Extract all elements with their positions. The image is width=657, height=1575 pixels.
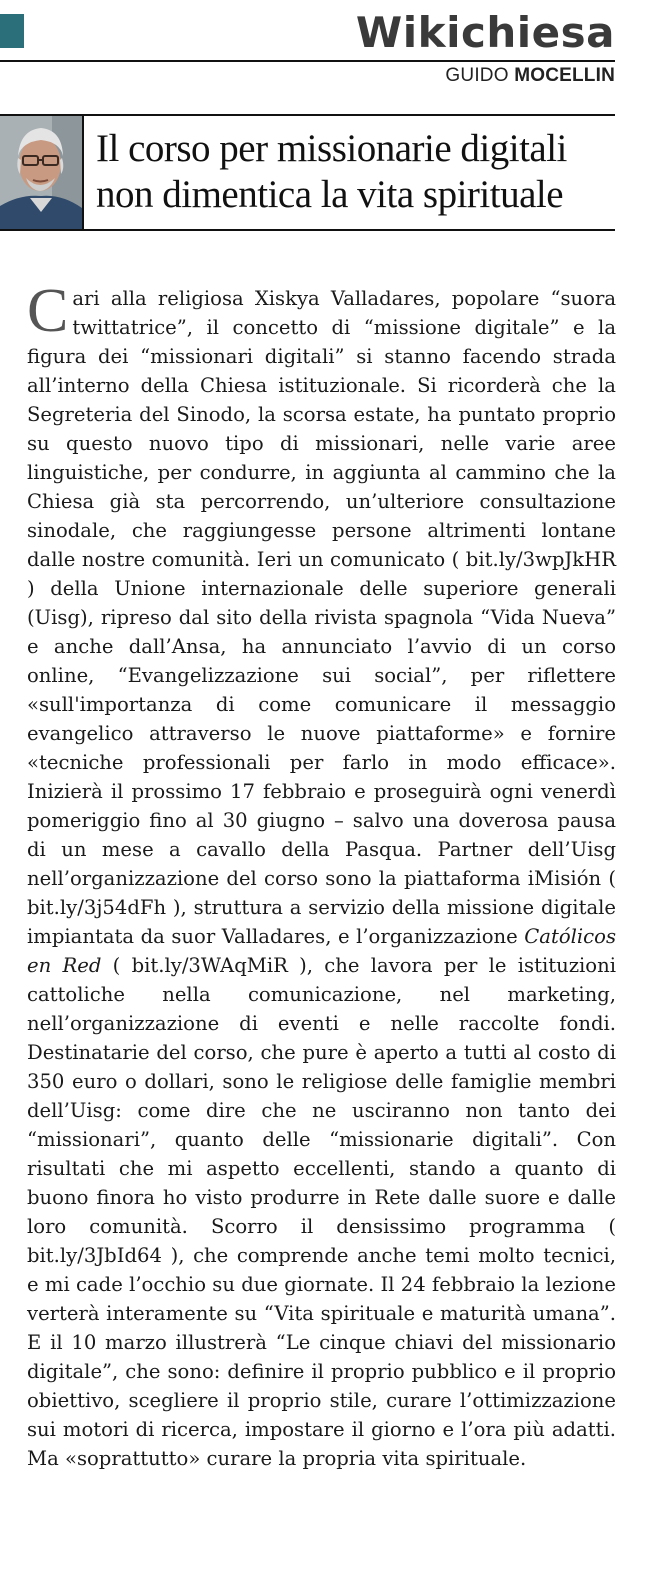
divider-header: [0, 114, 615, 116]
section-color-marker: [0, 14, 24, 48]
headline-line-2: non dimentica la vita spirituale: [96, 173, 564, 216]
author-portrait-image: [0, 116, 82, 229]
body-text-part-1: ari alla religiosa Xiskya Valladares, popolare “suora twittatrice”, il concetto di “missione digitale” e la figura dei “missionari digitali” si stanno facendo strada all’interno della Chiesa istituzionale. Si ricorderà che la Segreteria del Sinodo, la scorsa estate, ha puntato proprio su questo nuovo tipo di missionari, nelle varie aree linguistiche, per condurre, in aggiunta al cammino che la Chiesa già sta percorrendo, un’ulteriore consultazione sinodale, che raggiungesse persone altrimenti lontane dalle nostre comunità. Ieri un comunicato ( bit.ly/3wpJkHR ) della Unione internazionale delle superiore generali (Uisg), ripreso dal sito della rivista spagnola “Vida Nueva” e anche dall’Ansa, ha annunciato l’avvio di un corso online, “Evangelizzazione sui social”, per riflettere «sull'importanza di come comunicare il messaggio evangelico attraverso le nuove piattaforme» e fornire «tecniche professionali per farlo in modo efficace». Inizierà il prossimo 17 febbraio e proseguirà ogni venerdì pomeriggio fino al 30 giugno – salvo una doverosa pausa di un mese a cavallo della Pasqua. Partner dell’Uisg nell’organizzazione del corso sono la piattaforma iMisión ( bit.ly/3j54dFh ), struttura a servizio della missione digitale impiantata da suor Valladares, e l’organizzazione: [27, 287, 616, 948]
photo-divider: [82, 116, 84, 229]
body-text-part-2: ( bit.ly/3WAqMiR ), che lavora per le istituzioni cattoliche nella comunicazione, nel marketing, nell’organizzazione di eventi e nelle raccolte fondi. Destinatarie del corso, che pure è aperto a tutti al costo di 350 euro o dollari, sono le religiose delle famiglie membri dell’Uisg: come dire che ne usciranno non tanto dei “missionari”, quanto delle “missionarie digitali”. Con risultati che mi aspetto eccellenti, stando a quanto di buono finora ho visto produrre in Rete dalle suore e dalle loro comunità. Scorro il densissimo programma ( bit.ly/3JbId64 ), che comprende anche temi molto tecnici, e mi cade l’occhio su due giornate. Il 24 febbraio la lezione verterà interamente su “Vita spirituale e maturità umana”. E il 10 marzo illustrerà “Le cinque chiavi del missionario digitale”, che sono: definire il proprio pubblico e il proprio obiettivo, scegliere il proprio stile, curare l’ottimizzazione sui motori di ricerca, impostare il giorno e l’ora più adatti. Ma «soprattutto» curare la propria vita spirituale.: [27, 954, 616, 1470]
article-paragraph: [27, 277, 616, 1473]
article-body: [27, 277, 616, 1473]
author-first-name: GUIDO: [445, 65, 509, 86]
divider-headline: [0, 229, 615, 231]
headline-line-1: Il corso per missionarie digitali: [96, 127, 567, 170]
column-title: Wikichiesa: [355, 8, 615, 57]
organization-name-italic: Católicos en Red: [27, 925, 616, 977]
divider-top: [0, 60, 615, 62]
author-byline: [445, 65, 615, 87]
drop-cap: C: [27, 277, 69, 345]
article-headline: [96, 126, 616, 218]
author-last-name: MOCELLIN: [514, 65, 615, 86]
author-photo: [0, 116, 82, 229]
